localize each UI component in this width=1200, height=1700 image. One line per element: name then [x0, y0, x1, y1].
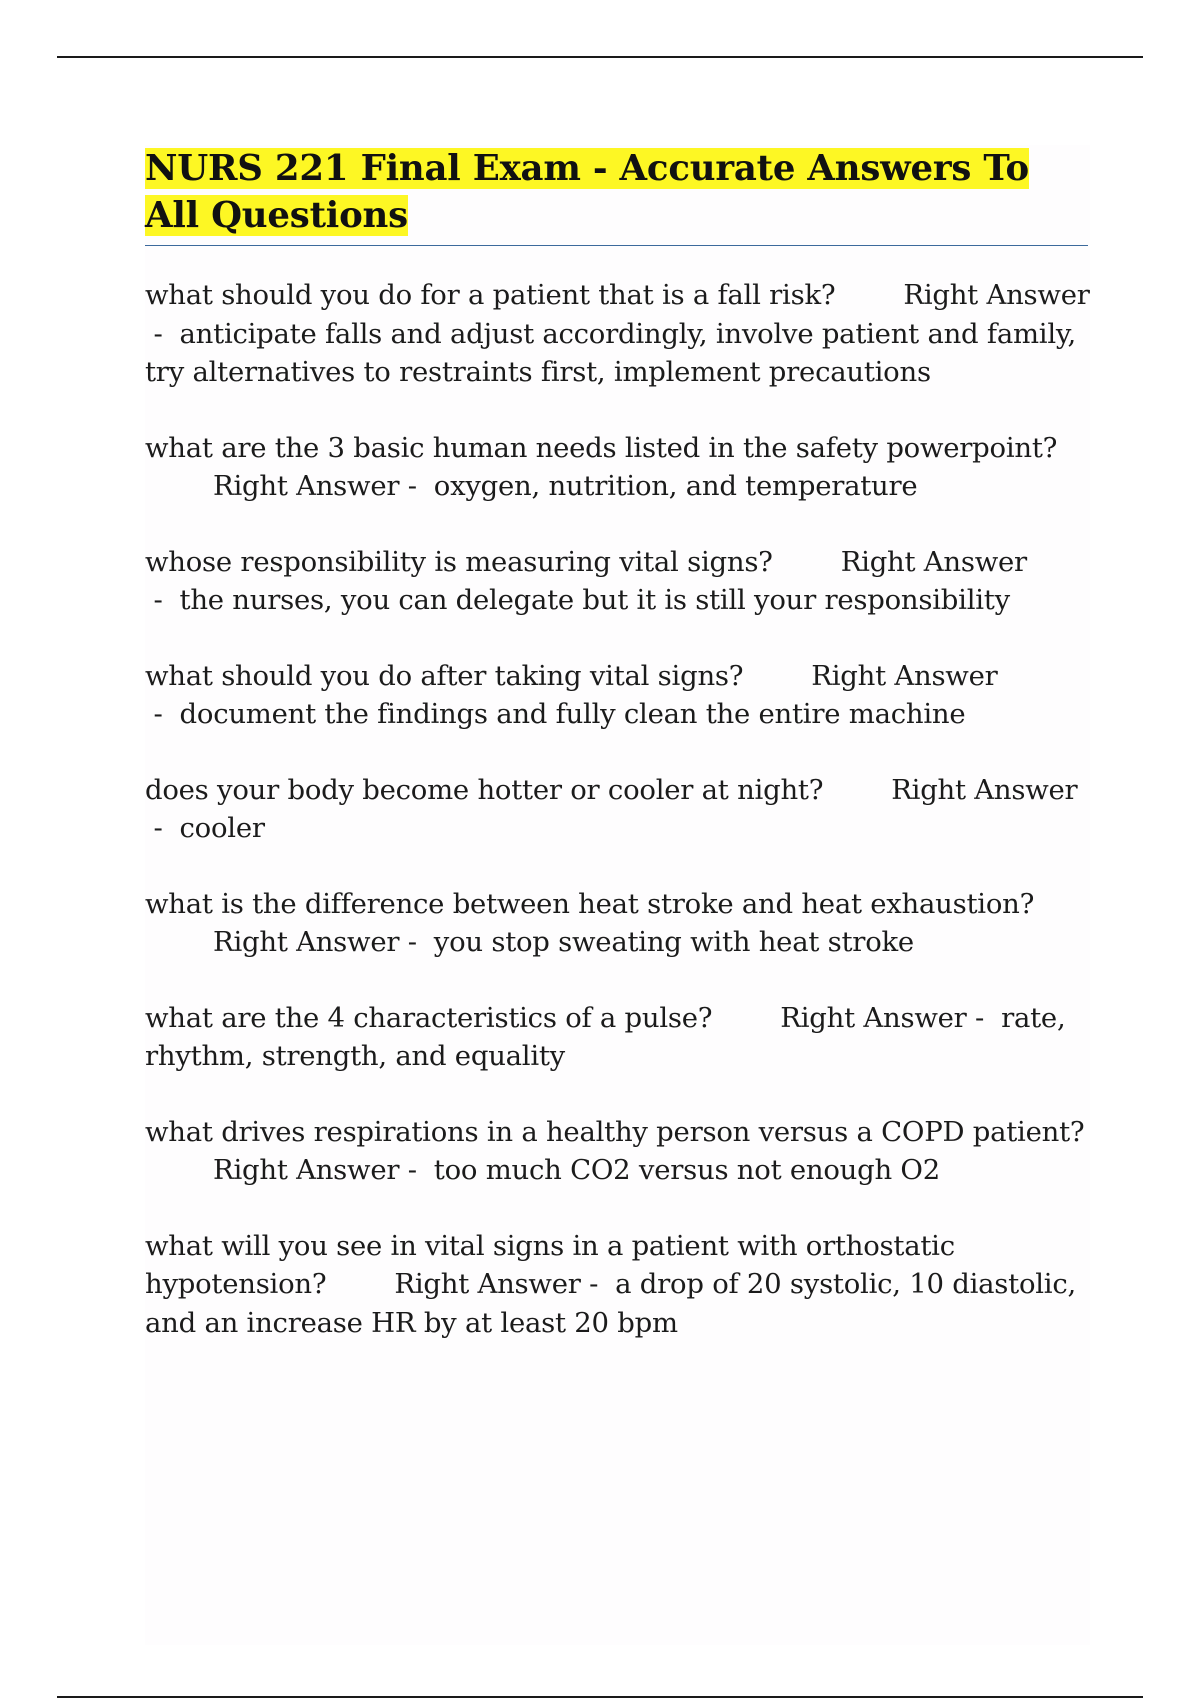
qa-item	[145, 1227, 1090, 1343]
document-page	[145, 145, 1090, 1645]
answer-separator: -	[399, 926, 434, 958]
answer-separator: -	[145, 584, 180, 616]
answer-text: a drop of 20 systolic, 10 diastolic, and an increase HR by at least 20 bpm	[145, 1268, 1076, 1339]
answer-separator: -	[966, 1001, 1002, 1034]
answer-label: Right Answer	[780, 1001, 967, 1034]
qa-item	[145, 543, 1090, 620]
qa-item	[145, 771, 1090, 848]
answer-separator: -	[145, 812, 180, 844]
question-text: does your body become hotter or cooler at night?	[145, 773, 824, 806]
answer-label: Right Answer	[903, 279, 1090, 311]
answer-separator: -	[145, 698, 180, 730]
qa-item	[145, 276, 1090, 392]
answer-separator: -	[580, 1268, 616, 1300]
answer-text: anticipate falls and adjust accordingly, involve patient and family, try alternatives to restraints first, implement precautions	[145, 317, 1077, 388]
answer-label: Right Answer	[840, 545, 1027, 578]
answer-text: the nurses, you can delegate but it is still your responsibility	[179, 584, 1010, 616]
title-underline	[145, 245, 1088, 246]
question-text: what will you see in vital signs in a patient with orthostatic hypotension?	[145, 1229, 955, 1300]
answer-label: Right Answer	[213, 926, 400, 958]
qa-item	[145, 999, 1090, 1076]
answer-label: Right Answer	[394, 1268, 581, 1300]
question-text: what are the 4 characteristics of a pulse?	[145, 1001, 713, 1034]
answer-label: Right Answer	[213, 470, 400, 502]
question-text: what drives respirations in a healthy person versus a COPD patient?	[145, 1115, 1085, 1148]
answer-label: Right Answer	[213, 1154, 400, 1186]
qa-item	[145, 429, 1090, 506]
question-text: what should you do after taking vital signs?	[145, 659, 744, 692]
answer-text: cooler	[179, 812, 265, 844]
answer-separator: -	[145, 317, 180, 350]
answer-separator: -	[399, 470, 434, 502]
qa-item	[145, 885, 1090, 962]
answer-text: you stop sweating with heat stroke	[433, 926, 914, 958]
answer-text: too much CO2 versus not enough O2	[433, 1154, 940, 1186]
answer-label: Right Answer	[811, 659, 998, 692]
document-title-text: NURS 221 Final Exam - Accurate Answers To All Questions	[145, 148, 1029, 236]
answer-label: Right Answer	[891, 773, 1078, 806]
document-title	[145, 145, 1090, 239]
answer-text: oxygen, nutrition, and temperature	[433, 470, 918, 502]
qa-item	[145, 657, 1090, 734]
answer-separator: -	[399, 1154, 434, 1186]
qa-list	[145, 276, 1090, 1342]
page-bottom-rule	[57, 1696, 1143, 1698]
question-text: whose responsibility is measuring vital signs?	[145, 545, 773, 578]
answer-text: document the findings and fully clean the entire machine	[179, 698, 966, 730]
page-top-rule	[57, 56, 1143, 58]
question-text: what are the 3 basic human needs listed in the safety powerpoint?	[145, 431, 1058, 464]
question-text: what is the difference between heat stroke and heat exhaustion?	[145, 887, 1035, 920]
qa-item	[145, 1113, 1090, 1190]
answer-text: rate, rhythm, strength, and equality	[145, 1001, 1066, 1072]
question-text: what should you do for a patient that is a fall risk?	[145, 279, 836, 311]
